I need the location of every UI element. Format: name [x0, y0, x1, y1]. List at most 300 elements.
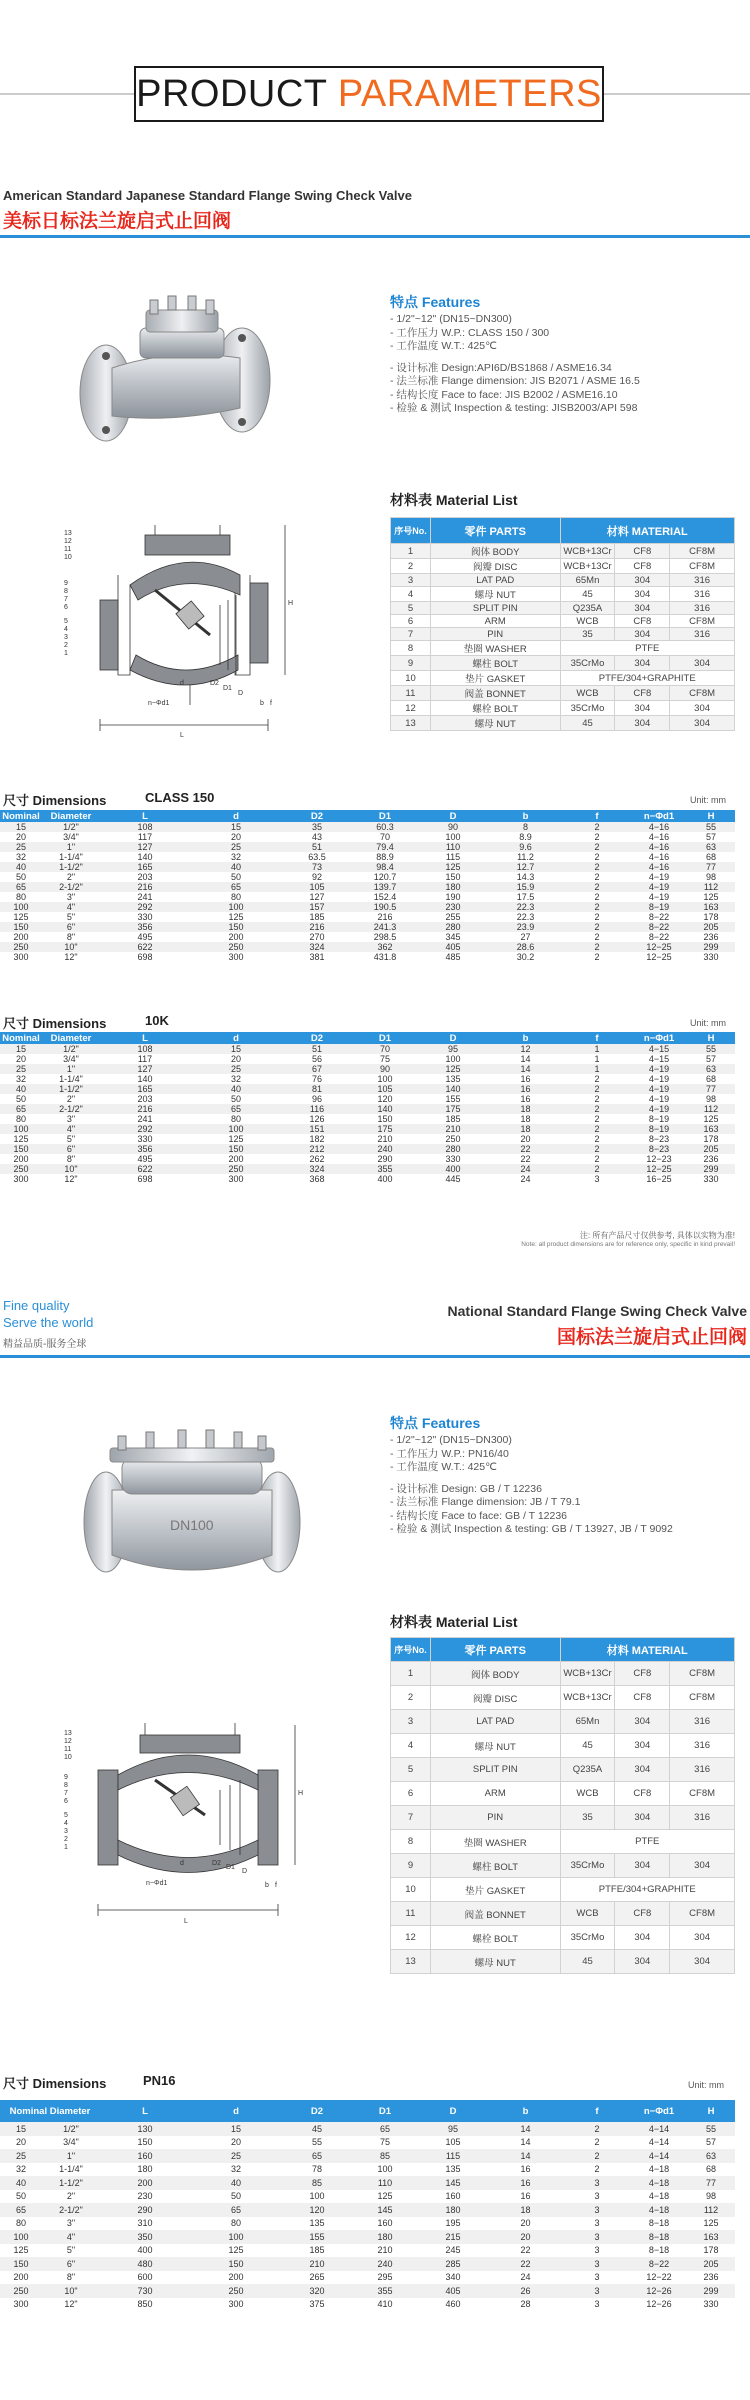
- dims-cell: 3: [563, 2203, 631, 2217]
- dims-cell: 140: [100, 1074, 190, 1084]
- dims-cell: 340: [418, 2271, 488, 2285]
- material-header-parts: 零件 PARTS: [430, 518, 560, 544]
- dims-cell: 230: [418, 902, 488, 912]
- dim-label-f: f: [275, 1882, 277, 1889]
- dims-header-cell: Nominal: [0, 1032, 42, 1044]
- material-row: [391, 1806, 735, 1830]
- dims-cell: 127: [282, 892, 352, 902]
- material-cell: WCB+13Cr: [560, 1662, 615, 1686]
- dims-cell: 216: [100, 1104, 190, 1114]
- dims-cell: 175: [418, 1104, 488, 1114]
- dims-cell: 65: [282, 2149, 352, 2163]
- dims-cell: 400: [352, 1174, 418, 1184]
- dims-cell: 250: [0, 2284, 42, 2298]
- dims-cell: 200: [190, 932, 282, 942]
- dims-cell: 14: [488, 1054, 563, 1064]
- dims-cell: 32: [190, 2163, 282, 2177]
- dims-cell: 23.9: [488, 922, 563, 932]
- dims-cell: 112: [687, 1104, 735, 1114]
- material-row: [391, 1782, 735, 1806]
- material-cell: 304: [615, 574, 670, 587]
- dims-cell: 130: [100, 2122, 190, 2136]
- material-cell: SPLIT PIN: [430, 1758, 560, 1782]
- dims-cell: 50: [0, 2190, 42, 2204]
- feature-line: - 设计标准 Design:API6D/BS1868 / ASME16.34: [390, 361, 612, 374]
- dim-label-l: L: [180, 732, 184, 739]
- part-callout: 2: [64, 642, 68, 649]
- k10-table: [0, 1032, 735, 1184]
- section2-title-en: National Standard Flange Swing Check Valve: [447, 1303, 747, 1319]
- dims-row: [0, 2217, 735, 2231]
- material-cell: CF8M: [670, 544, 735, 559]
- dims-row: [0, 2271, 735, 2285]
- dims-cell: 2: [563, 832, 631, 842]
- section2-divider: [0, 1355, 750, 1358]
- material-cell: 304: [670, 656, 735, 671]
- dims-cell: 63.5: [282, 852, 352, 862]
- dims-cell: 203: [100, 872, 190, 882]
- feature-line: - 法兰标准 Flange dimension: JB / T 79.1: [390, 1496, 581, 1508]
- material-cell: 304: [615, 1806, 670, 1830]
- dims-row: [0, 1124, 735, 1134]
- material-row: [391, 641, 735, 656]
- material-row: [391, 1926, 735, 1950]
- dims-cell: 15.9: [488, 882, 563, 892]
- dims-cell: 80: [190, 2217, 282, 2231]
- dims-cell: 125: [0, 912, 42, 922]
- material-cell: 304: [670, 1950, 735, 1974]
- dims-cell: 96: [282, 1094, 352, 1104]
- dims-cell: 155: [282, 2230, 352, 2244]
- dims-cell: 105: [418, 2136, 488, 2150]
- dims-cell: 90: [352, 1064, 418, 1074]
- material-cell: 304: [615, 587, 670, 602]
- dims-cell: 1: [563, 1044, 631, 1054]
- material-cell: CF8M: [670, 1686, 735, 1710]
- dims-cell: 9.6: [488, 842, 563, 852]
- dims-cell: 410: [352, 2298, 418, 2312]
- dims-row: [0, 832, 735, 842]
- section1-material-title: 材料表 Material List: [390, 492, 518, 508]
- dims-cell: 8−18: [631, 2217, 687, 2231]
- dims-cell: 35: [282, 822, 352, 832]
- dims-cell: 126: [282, 1114, 352, 1124]
- material-cell: 3: [391, 1710, 431, 1734]
- material-cell: WCB: [560, 1902, 615, 1926]
- material-row: [391, 716, 735, 731]
- dims-cell: 125: [687, 1114, 735, 1124]
- dims-cell: 8−22: [631, 2257, 687, 2271]
- dims-cell: 150: [100, 2136, 190, 2150]
- dims-cell: 79.4: [352, 842, 418, 852]
- dims-cell: 250: [190, 942, 282, 952]
- dims-row: [0, 2203, 735, 2217]
- dims-cell: 116: [282, 1104, 352, 1114]
- dims-cell: 12−25: [631, 1164, 687, 1174]
- material-cell: CF8: [615, 1662, 670, 1686]
- dims-cell: 125: [352, 2190, 418, 2204]
- title-word-parameters: PARAMETERS: [337, 73, 602, 115]
- dims-cell: 2-1/2": [42, 882, 100, 892]
- dims-cell: 1: [563, 1064, 631, 1074]
- pn16-label: PN16: [143, 2073, 176, 2088]
- dims-cell: 2: [563, 892, 631, 902]
- dims-cell: 3: [563, 2284, 631, 2298]
- dims-header-cell: D1: [352, 2100, 418, 2122]
- dims-cell: 40: [190, 1084, 282, 1094]
- dims-cell: 14: [488, 2136, 563, 2150]
- dims-cell: 120.7: [352, 872, 418, 882]
- dims-cell: 698: [100, 1174, 190, 1184]
- dims-cell: 4−16: [631, 862, 687, 872]
- dims-cell: 495: [100, 932, 190, 942]
- material-cell: LAT PAD: [430, 574, 560, 587]
- page-title: [134, 66, 604, 122]
- dims-cell: 20: [0, 832, 42, 842]
- material-cell: 螺母 NUT: [430, 1734, 560, 1758]
- material-cell: 8: [391, 1830, 431, 1854]
- dims-row: [0, 1044, 735, 1054]
- dims-cell: 2: [563, 1124, 631, 1134]
- dims-header-cell: d: [190, 1032, 282, 1044]
- dims-cell: 80: [0, 2217, 42, 2231]
- material-cell: CF8M: [670, 1782, 735, 1806]
- dims-cell: 216: [352, 912, 418, 922]
- dims-cell: 27: [488, 932, 563, 942]
- dims-cell: 330: [687, 2298, 735, 2312]
- dims-cell: 100: [0, 2230, 42, 2244]
- section2-material-title: 材料表 Material List: [390, 1614, 518, 1630]
- dims-cell: 32: [190, 1074, 282, 1084]
- dims-cell: 24: [488, 1164, 563, 1174]
- dims-header-cell: H: [687, 1032, 735, 1044]
- dims-cell: 20: [190, 1054, 282, 1064]
- dims-cell: 292: [100, 902, 190, 912]
- dims-cell: 4−16: [631, 832, 687, 842]
- part-callout: 6: [64, 604, 68, 611]
- material-row: [391, 587, 735, 602]
- dims-header-cell: d: [190, 810, 282, 822]
- material-cell: 2: [391, 559, 431, 574]
- dims-cell: 4−18: [631, 2190, 687, 2204]
- dims-row: [0, 2163, 735, 2177]
- dims-cell: 16: [488, 2190, 563, 2204]
- dims-cell: 480: [100, 2257, 190, 2271]
- dims-cell: 10": [42, 2284, 100, 2298]
- dims-cell: 3/4": [42, 832, 100, 842]
- dims-row: [0, 1104, 735, 1114]
- part-callout: 1: [64, 650, 68, 657]
- material-cell: 35CrMo: [560, 701, 615, 716]
- dims-cell: 8−22: [631, 932, 687, 942]
- dims-cell: 241.3: [352, 922, 418, 932]
- material-row: [391, 559, 735, 574]
- dims-cell: 8−19: [631, 902, 687, 912]
- feature-line: - 法兰标准 Flange dimension: JIS B2071 / ASME 16.5: [390, 375, 640, 387]
- dims-cell: 95: [418, 1044, 488, 1054]
- section1-dims-title: 尺寸 Dimensions: [3, 793, 107, 808]
- dims-cell: 4−18: [631, 2176, 687, 2190]
- dims-cell: 8−22: [631, 922, 687, 932]
- material-cell: PIN: [430, 628, 560, 641]
- dims-header-cell: L: [100, 810, 190, 822]
- dims-cell: 236: [687, 2271, 735, 2285]
- dims-cell: 12−26: [631, 2298, 687, 2312]
- dims-cell: 3: [563, 2190, 631, 2204]
- dims-cell: 22: [488, 2257, 563, 2271]
- dims-cell: 75: [352, 2136, 418, 2150]
- dims-cell: 405: [418, 942, 488, 952]
- dims-cell: 165: [100, 1084, 190, 1094]
- dims-cell: 300: [0, 952, 42, 962]
- dims-cell: 1/2": [42, 2122, 100, 2136]
- dims-cell: 280: [418, 1144, 488, 1154]
- dims-cell: 63: [687, 2149, 735, 2163]
- material-cell: CF8M: [670, 1902, 735, 1926]
- material-cell: 45: [560, 1734, 615, 1758]
- dims-cell: 100: [0, 902, 42, 912]
- dims-cell: 185: [418, 1114, 488, 1124]
- dims-header-cell: L: [100, 1032, 190, 1044]
- tagline-line: Fine quality: [3, 1298, 70, 1313]
- dims-cell: 12": [42, 2298, 100, 2312]
- dims-cell: 80: [190, 1114, 282, 1124]
- dims-cell: 15: [190, 1044, 282, 1054]
- dims-cell: 2: [563, 842, 631, 852]
- dims-cell: 85: [352, 2149, 418, 2163]
- dims-cell: 120: [282, 2203, 352, 2217]
- dims-cell: 8": [42, 2271, 100, 2285]
- part-callout: 8: [64, 1782, 68, 1789]
- part-callout: 2: [64, 1836, 68, 1843]
- dims-cell: 14: [488, 1064, 563, 1074]
- dims-row: [0, 1084, 735, 1094]
- dims-cell: 100: [282, 2190, 352, 2204]
- dims-cell: 2: [563, 852, 631, 862]
- section1-features-list: [390, 313, 640, 416]
- material-cell: 304: [670, 1926, 735, 1950]
- dims-cell: 6": [42, 922, 100, 932]
- part-callout: 13: [64, 530, 72, 537]
- dims-cell: 18: [488, 1124, 563, 1134]
- dim-label-small-d: d: [180, 1860, 184, 1867]
- dims-cell: 8−23: [631, 1134, 687, 1144]
- material-cell: PTFE: [560, 1830, 735, 1854]
- dims-cell: 157: [282, 902, 352, 912]
- part-callout: 11: [64, 1746, 72, 1753]
- dims-cell: 324: [282, 1164, 352, 1174]
- dims-cell: 77: [687, 2176, 735, 2190]
- material-cell: 1: [391, 544, 431, 559]
- dims-cell: 67: [282, 1064, 352, 1074]
- dims-cell: 270: [282, 932, 352, 942]
- dims-cell: 112: [687, 2203, 735, 2217]
- dims-cell: 3: [563, 2271, 631, 2285]
- dims-cell: 100: [418, 832, 488, 842]
- dims-cell: 215: [418, 2230, 488, 2244]
- dims-cell: 125: [687, 2217, 735, 2231]
- dims-cell: 115: [418, 852, 488, 862]
- dims-cell: 300: [0, 1174, 42, 1184]
- material-cell: SPLIT PIN: [430, 602, 560, 615]
- dims-cell: 16−25: [631, 1174, 687, 1184]
- dims-cell: 2: [563, 1094, 631, 1104]
- dims-cell: 1-1/2": [42, 1084, 100, 1094]
- material-cell: 阀盖 BONNET: [430, 1902, 560, 1926]
- material-cell: 螺母 NUT: [430, 1950, 560, 1974]
- cross-section-drawing-ansi: [60, 505, 330, 755]
- dims-cell: 98: [687, 2190, 735, 2204]
- part-callout: 5: [64, 618, 68, 625]
- dims-cell: 3": [42, 892, 100, 902]
- part-callout: 9: [64, 580, 68, 587]
- material-cell: 螺柱 BOLT: [430, 1854, 560, 1878]
- dims-cell: 300: [190, 2298, 282, 2312]
- dim-label-d: D: [242, 1868, 248, 1875]
- dims-cell: 400: [100, 2244, 190, 2258]
- material-row: [391, 701, 735, 716]
- dims-cell: 180: [352, 2230, 418, 2244]
- dims-cell: 310: [100, 2217, 190, 2231]
- dims-row: [0, 872, 735, 882]
- dims-cell: 200: [100, 2176, 190, 2190]
- dims-cell: 182: [282, 1134, 352, 1144]
- dims-cell: 55: [687, 2122, 735, 2136]
- dims-cell: 200: [0, 932, 42, 942]
- dims-cell: 230: [100, 2190, 190, 2204]
- dims-cell: 2": [42, 2190, 100, 2204]
- dims-cell: 622: [100, 1164, 190, 1174]
- dims-cell: 15: [0, 822, 42, 832]
- material-cell: CF8M: [670, 686, 735, 701]
- material-cell: PTFE/304+GRAPHITE: [560, 1878, 735, 1902]
- dims-cell: 2: [563, 822, 631, 832]
- material-cell: ARM: [430, 1782, 560, 1806]
- material-cell: 阀瓣 DISC: [430, 559, 560, 574]
- dims-cell: 85: [282, 2176, 352, 2190]
- dims-cell: 4−19: [631, 1074, 687, 1084]
- material-cell: 13: [391, 716, 431, 731]
- dims-cell: 25: [0, 842, 42, 852]
- material-cell: 螺柱 BOLT: [430, 656, 560, 671]
- dims-cell: 12−23: [631, 1154, 687, 1164]
- material-cell: 7: [391, 1806, 431, 1830]
- dims-cell: 151: [282, 1124, 352, 1134]
- dims-header-cell: D2: [282, 2100, 352, 2122]
- dims-cell: 2": [42, 872, 100, 882]
- dimension-note-cn: 注: 所有产品尺寸仅供参考, 具体以实物为准!: [579, 1231, 735, 1240]
- dims-cell: 57: [687, 1054, 735, 1064]
- dims-cell: 8−22: [631, 912, 687, 922]
- dim-label-b: b: [260, 700, 264, 707]
- section1-title-cn: 美标日标法兰旋启式止回阀: [3, 211, 232, 232]
- dims-cell: 50: [190, 872, 282, 882]
- dims-cell: 24: [488, 1174, 563, 1184]
- dims-cell: 65: [0, 882, 42, 892]
- dims-cell: 4−18: [631, 2163, 687, 2177]
- body-marking: DN100: [170, 1517, 214, 1533]
- dims-cell: 2: [563, 2149, 631, 2163]
- dims-cell: 180: [100, 2163, 190, 2177]
- dims-cell: 100: [190, 1124, 282, 1134]
- dims-cell: 381: [282, 952, 352, 962]
- dims-header-cell: D: [418, 1032, 488, 1044]
- dims-cell: 2": [42, 1094, 100, 1104]
- dims-cell: 117: [100, 832, 190, 842]
- dims-cell: 12−25: [631, 952, 687, 962]
- dims-cell: 152.4: [352, 892, 418, 902]
- dims-cell: 4−18: [631, 2203, 687, 2217]
- feature-line: - 工作温度 W.T.: 425℃: [390, 1461, 497, 1473]
- dims-cell: 4−19: [631, 892, 687, 902]
- dims-cell: 16: [488, 1094, 563, 1104]
- dims-header-cell: D1: [352, 1032, 418, 1044]
- dims-cell: 178: [687, 2244, 735, 2258]
- material-cell: CF8M: [670, 1662, 735, 1686]
- dims-cell: 190: [418, 892, 488, 902]
- dims-cell: 4": [42, 902, 100, 912]
- dims-cell: 20: [0, 2136, 42, 2150]
- material-row: [391, 1854, 735, 1878]
- dims-cell: 22.3: [488, 902, 563, 912]
- dims-cell: 100: [0, 1124, 42, 1134]
- dims-cell: 210: [418, 1124, 488, 1134]
- dims-cell: 68: [687, 1074, 735, 1084]
- dims-cell: 16: [488, 1084, 563, 1094]
- material-cell: 螺母 NUT: [430, 716, 560, 731]
- material-cell: CF8: [615, 615, 670, 628]
- part-callout: 7: [64, 1790, 68, 1797]
- dims-cell: 4": [42, 1124, 100, 1134]
- material-row: [391, 1662, 735, 1686]
- material-row: [391, 686, 735, 701]
- dims-cell: 2: [563, 932, 631, 942]
- material-row: [391, 671, 735, 686]
- dims-cell: 125: [190, 1134, 282, 1144]
- dims-cell: 299: [687, 942, 735, 952]
- material-cell: CF8M: [670, 615, 735, 628]
- dims-cell: 250: [0, 942, 42, 952]
- material-cell: 垫片 GASKET: [430, 1878, 560, 1902]
- dims-cell: 15: [0, 2122, 42, 2136]
- dims-cell: 80: [190, 892, 282, 902]
- dims-cell: 12.7: [488, 862, 563, 872]
- material-cell: WCB+13Cr: [560, 559, 615, 574]
- dims-cell: 10": [42, 942, 100, 952]
- dims-cell: 195: [418, 2217, 488, 2231]
- dims-row: [0, 842, 735, 852]
- feature-line: - 1/2"~12" (DN15~DN300): [390, 1434, 512, 1446]
- valve-photo-gb: [82, 1410, 302, 1595]
- dims-header-cell: D: [418, 2100, 488, 2122]
- dims-cell: 160: [100, 2149, 190, 2163]
- dims-cell: 25: [0, 2149, 42, 2163]
- dims-cell: 50: [0, 872, 42, 882]
- dims-cell: 100: [190, 902, 282, 912]
- dims-cell: 245: [418, 2244, 488, 2258]
- dims-row: [0, 1054, 735, 1064]
- material-cell: 阀盖 BONNET: [430, 686, 560, 701]
- dim-label-l: L: [184, 1918, 188, 1925]
- dim-label-f: f: [270, 700, 272, 707]
- material-row: [391, 1878, 735, 1902]
- dims-cell: 216: [282, 922, 352, 932]
- material-cell: 11: [391, 1902, 431, 1926]
- dims-cell: 345: [418, 932, 488, 942]
- dims-cell: 2: [563, 1104, 631, 1114]
- class150-label: CLASS 150: [145, 790, 215, 805]
- dims-cell: 40: [190, 2176, 282, 2190]
